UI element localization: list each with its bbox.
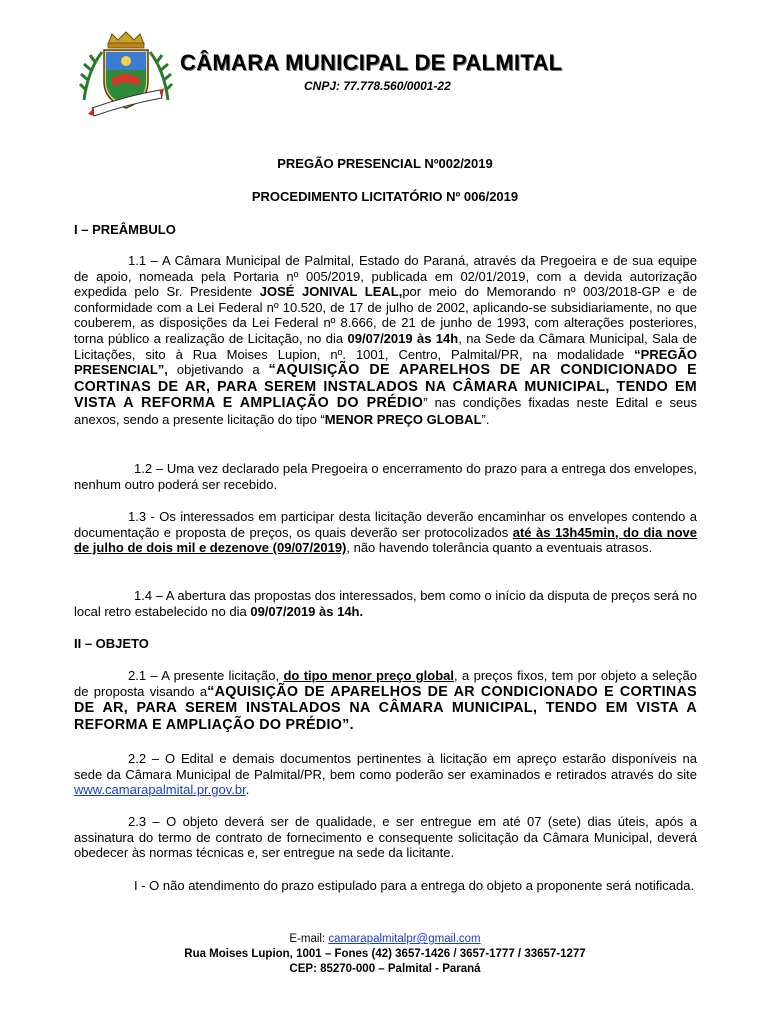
paragraph-item-I: I - O não atendimento do prazo estipulado para a entrega do objeto a proponente será notificada. [134, 878, 695, 893]
section-heading-preambulo: I – PREÂMBULO [74, 222, 176, 237]
footer-address: Rua Moises Lupion, 1001 – Fones (42) 3657-1426 / 3657-1777 / 33657-1277 [184, 948, 586, 960]
document-subtitle: PROCEDIMENTO LICITATÓRIO Nº 006/2019 [251, 189, 519, 204]
paragraph-2-3: 2.3 – O objeto deverá ser de qualidade, e ser entregue em até 07 (sete) dias úteis, após a assinatura do termo de contrato de fornecimento e consequente solicitação da Câmara Municipal, deverá obedecer às normas técnicas e, ser entregue na sede da licitante. [74, 814, 697, 861]
footer-cep: CEP: 85270-000 – Palmital - Paraná [289, 963, 481, 975]
paragraph-1-4: 1.4 – A abertura das propostas dos interessados, bem como o início da disputa de preços será no local retro estabelecido no dia 09/07/2019 às 14h. [74, 588, 697, 619]
paragraph-1-1: 1.1 – A Câmara Municipal de Palmital, Estado do Paraná, através da Pregoeira e de sua equipe de apoio, nomeada pela Portaria nº 005/2019, publicada em 02/01/2019, com a devida autorização expedida pelo Sr. Presidente JOSÉ JONIVAL LEAL,por meio do Memorando nº 003/2018-GP e de conformidade com a Lei Federal nº 10.520, de 17 de julho de 2002, aplicando-se subsidiariamente, no que couberem, as disposições da Lei Federal nº 8.666, de 21 de junho de 1993, com alterações posteriores, torna público a realização de Licitação, no dia 09/07/2019 às 14h, na Sede da Câmara Municipal, Sala de Licitações, sito à Rua Moises Lupion, nº. 1001, Centro, Palmital/PR, na modalidade “PREGÃO PRESENCIAL”, objetivando a “AQUISIÇÃO DE APARELHOS DE AR CONDICIONADO E CORTINAS DE AR, PARA SEREM INSTALADOS NA CÂMARA MUNICIPAL, TENDO EM VISTA A REFORMA E AMPLIAÇÃO DO PRÉDIO” nas condições fixadas neste Edital e seus anexos, sendo a presente licitação do tipo “MENOR PREÇO GLOBAL”. [74, 253, 697, 427]
website-link[interactable]: www.camarapalmital.pr.gov.br [74, 782, 246, 798]
paragraph-2-2: 2.2 – O Edital e demais documentos pertinentes à licitação em apreço estarão disponíveis na sede da Câmara Municipal de Palmital/PR, bem como poderão ser examinados e retirados através do site www.camarapalmital.pr.gov.br. [74, 751, 697, 798]
letterhead [78, 30, 698, 126]
footer-email-line: E-mail: camarapalmitalpr@gmail.com [289, 933, 481, 945]
email-link[interactable]: camarapalmitalpr@gmail.com [328, 933, 481, 945]
document-title: PREGÃO PRESENCIAL Nº002/2019 [277, 156, 493, 171]
institution-name: CÂMARA MUNICIPAL DE PALMITAL [180, 50, 563, 75]
cnpj: CNPJ: 77.778.560/0001-22 [304, 79, 451, 93]
section-heading-objeto: II – OBJETO [74, 636, 149, 651]
paragraph-1-2: 1.2 – Uma vez declarado pela Pregoeira o encerramento do prazo para a entrega dos envelopes, nenhum outro poderá ser recebido. [74, 461, 697, 492]
paragraph-2-1: 2.1 – A presente licitação, do tipo menor preço global, a preços fixos, tem por objeto a seleção de proposta visando a“AQUISIÇÃO DE APARELHOS DE AR CONDICIONADO E CORTINAS DE AR, PARA SEREM INSTALADOS NA CÂMARA MUNICIPAL, TENDO EM VISTA A REFORMA E AMPLIAÇÃO DO PRÉDIO”. [74, 668, 697, 733]
municipal-coat-of-arms-icon [78, 30, 174, 122]
footer [0, 932, 770, 977]
paragraph-1-3: 1.3 - Os interessados em participar desta licitação deverão encaminhar os envelopes contendo a documentação e proposta de preços, os quais deverão ser protocolizados até às 13h45min, do dia nove de julho de dois mil e dezenove (09/07/2019), não havendo tolerância quanto a eventuais atrasos. [74, 509, 698, 556]
